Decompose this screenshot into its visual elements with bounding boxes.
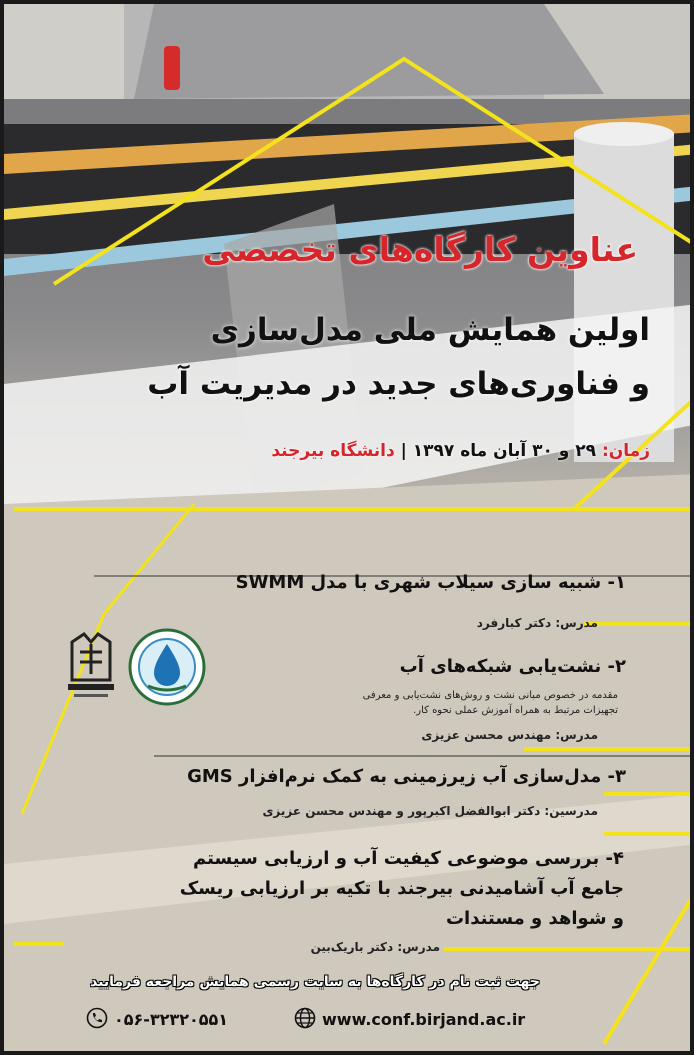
date-label: زمان: (601, 441, 650, 461)
registration-note: جهت ثبت نام در کارگاه‌ها به سایت رسمی همایش مراجعه فرمایید (90, 974, 540, 990)
soil (4, 474, 694, 1055)
building-left (4, 4, 124, 104)
workshop-2-description-line1: مقدمه در خصوص مبانی نشت و روش‌های نشت‌یابی و معرفی (362, 690, 618, 701)
date-text: ۲۹ و ۳۰ آبان ماه ۱۳۹۷ | (400, 441, 597, 461)
phone-icon (86, 1007, 108, 1029)
university-seal-icon (62, 630, 120, 706)
road (134, 4, 604, 99)
workshop-2-instructor: مدرس: مهندس محسن عزیزی (421, 728, 598, 742)
website-link[interactable]: www.conf.birjand.ac.ir (322, 1010, 526, 1029)
fire-hydrant (164, 46, 180, 90)
workshop-3-instructor: مدرسین: دکتر ابوالفضل اکبرپور و مهندس محسن عزیزی (262, 804, 598, 818)
conference-title-line2: و فناوری‌های جدید در مدیریت آب (147, 366, 650, 402)
phone-number[interactable]: ۰۵۶-۳۲۳۲۰۵۵۱ (114, 1010, 229, 1029)
workshop-4-title-line3: و شواهد و مستندات (445, 908, 624, 929)
workshop-2-title: ۲- نشت‌یابی شبکه‌های آب (399, 656, 626, 677)
workshop-2-description-line2: تجهیزات مرتبط به همراه آموزش عملی نحوه کار. (413, 705, 618, 716)
workshop-1-instructor: مدرس: دکتر کبارفرد (476, 616, 598, 630)
date-line (50, 441, 650, 461)
university-name: دانشگاه بیرجند (271, 441, 395, 461)
workshop-4-title-line2: جامع آب آشامیدنی بیرجند با تکیه بر ارزیابی ریسک (179, 878, 624, 899)
workshop-1-title: ۱- شبیه سازی سیلاب شهری با مدل SWMM (235, 572, 626, 593)
conference-title-line1: اولین همایش ملی مدل‌سازی (210, 312, 650, 348)
workshop-3-title: ۳- مدل‌سازی آب زیرزمینی به کمک نرم‌افزار GMS (187, 766, 626, 787)
workshop-4-instructor: مدرس: دکتر باریک‌بین (310, 940, 440, 954)
section-title: عناوین کارگاه‌های تخصصی (202, 230, 638, 269)
manhole-top (574, 122, 674, 146)
water-drop-emblem-icon (128, 628, 206, 706)
globe-icon (294, 1007, 316, 1029)
workshop-4-title-line1: ۴- بررسی موضوعی کیفیت آب و ارزیابی سیستم (192, 848, 624, 869)
